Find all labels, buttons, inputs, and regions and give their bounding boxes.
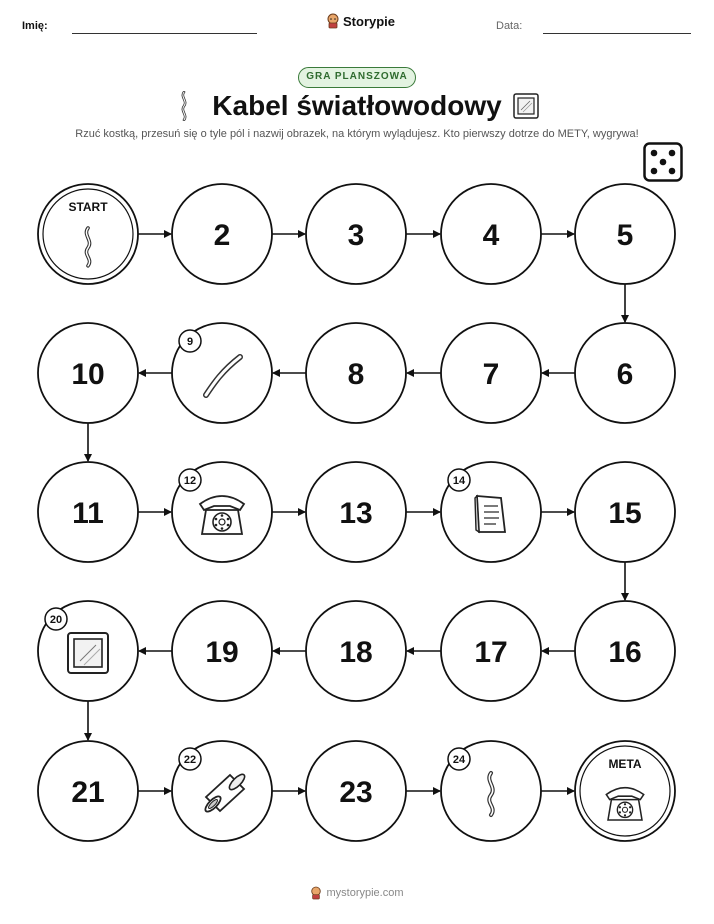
cell-number: 5 xyxy=(616,219,634,252)
name-label: Imię: xyxy=(22,20,48,32)
board-cell-10[interactable] xyxy=(38,323,138,423)
cell-number: 17 xyxy=(474,636,508,669)
pie-mascot-icon xyxy=(310,886,322,900)
cell-number: 7 xyxy=(482,358,500,391)
brand-name: Storypie xyxy=(343,13,396,29)
date-label: Data: xyxy=(496,20,523,32)
cell-number: 16 xyxy=(608,636,642,669)
cell-number: 11 xyxy=(72,497,104,530)
board-cell-13[interactable] xyxy=(306,462,406,562)
cell-number: 12 xyxy=(183,475,197,487)
board-cell-8[interactable] xyxy=(306,323,406,423)
glass-panel-icon xyxy=(68,633,108,673)
cell-number: 15 xyxy=(608,497,642,530)
board-cell-22[interactable] xyxy=(172,741,272,841)
board-cell-23[interactable] xyxy=(306,741,406,841)
board-cell-14[interactable] xyxy=(441,462,541,562)
board-cell-6[interactable] xyxy=(575,323,675,423)
category-badge: GRA PLANSZOWA xyxy=(298,67,416,88)
telephone-icon xyxy=(200,496,244,534)
board-cell-15[interactable] xyxy=(575,462,675,562)
cell-number: 14 xyxy=(452,475,466,487)
cell-number: 19 xyxy=(205,636,239,669)
board-cells xyxy=(38,184,675,841)
board-cell-1[interactable] xyxy=(38,184,138,284)
cell-number: 8 xyxy=(347,358,365,391)
cell-number: 4 xyxy=(482,219,500,252)
cell-number: 24 xyxy=(452,754,466,766)
cell-number: 22 xyxy=(183,754,197,766)
cell-number: 20 xyxy=(49,614,63,626)
board-cell-12[interactable] xyxy=(172,462,272,562)
board-cell-24[interactable] xyxy=(441,741,541,841)
cell-number: 18 xyxy=(339,636,373,669)
cell-number: 13 xyxy=(339,497,373,530)
cell-number: 6 xyxy=(616,358,634,391)
page-title: Kabel światłowodowy xyxy=(212,90,502,121)
footer xyxy=(0,886,714,900)
finish-label: META xyxy=(608,757,642,771)
board-cell-2[interactable] xyxy=(172,184,272,284)
cell-number: 23 xyxy=(339,776,373,809)
cell-number: 21 xyxy=(71,776,105,809)
start-label: START xyxy=(68,200,108,214)
board-cell-17[interactable] xyxy=(441,601,541,701)
board-cell-3[interactable] xyxy=(306,184,406,284)
board-cell-5[interactable] xyxy=(575,184,675,284)
board-cell-9[interactable] xyxy=(172,323,272,423)
board-cell-4[interactable] xyxy=(441,184,541,284)
cell-number: 3 xyxy=(347,219,365,252)
footer-url[interactable]: mystorypie.com xyxy=(326,887,404,899)
board-cell-7[interactable] xyxy=(441,323,541,423)
cell-number: 2 xyxy=(213,219,231,252)
board-cell-21[interactable] xyxy=(38,741,138,841)
document-icon xyxy=(475,496,505,532)
cell-number: 9 xyxy=(186,336,194,348)
board-cell-11[interactable] xyxy=(38,462,138,562)
board-cell-20[interactable] xyxy=(38,601,138,701)
board-cell-25[interactable] xyxy=(575,741,675,841)
board-cell-16[interactable] xyxy=(575,601,675,701)
instructions: Rzuć kostką, przesuń się o tyle pól i nazwij obrazek, na którym wylądujesz. Kto pierwszy dotrze do METY, wygrywa! xyxy=(75,128,639,140)
board-cell-18[interactable] xyxy=(306,601,406,701)
cell-number: 10 xyxy=(71,358,105,391)
telephone-icon xyxy=(606,788,643,820)
board-cell-19[interactable] xyxy=(172,601,272,701)
